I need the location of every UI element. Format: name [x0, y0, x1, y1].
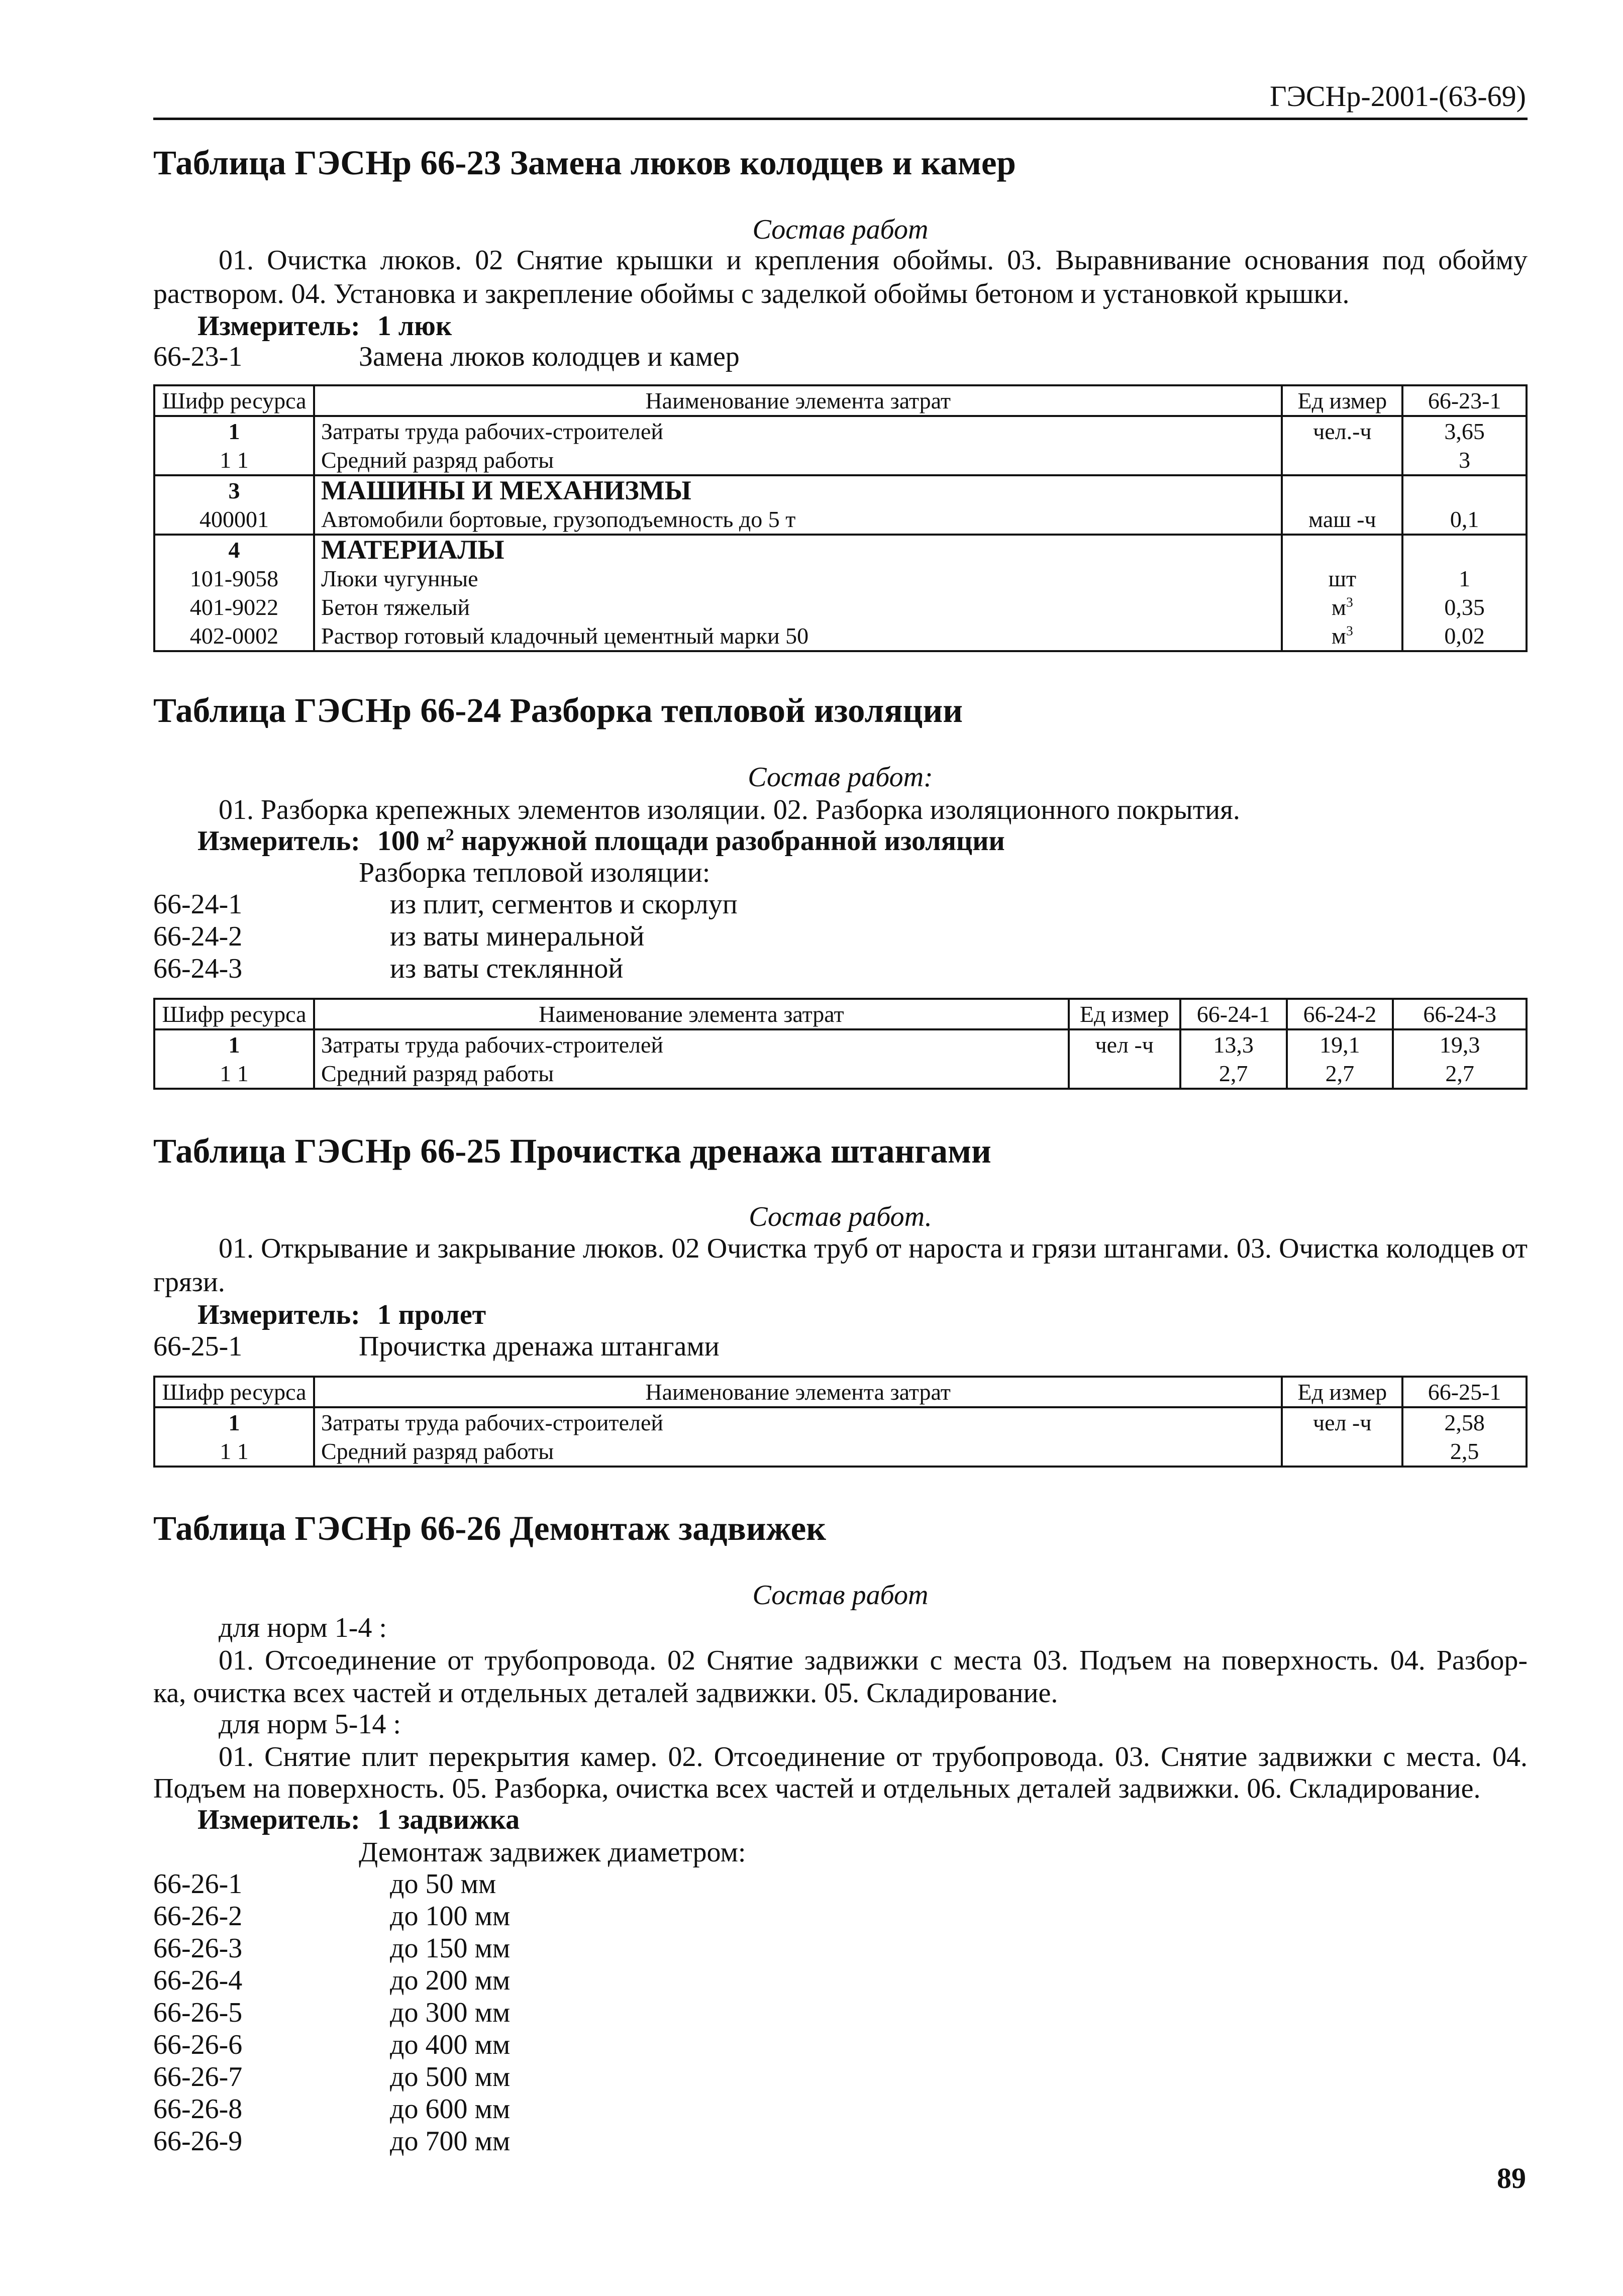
table-header-row: Шифр ресурса Наименование элемента затрат Ед измер 66-25-1 [154, 1377, 1527, 1407]
table-66-23-title: Таблица ГЭСНр 66-23 Замена люков колодцев и камер [153, 144, 1016, 182]
table-66-24 [153, 998, 1528, 1090]
norm-code: 66-26-3 [153, 1933, 243, 1964]
t24-meter: Измеритель: 100 $м^2$ наружной площади разобранной изоляции [197, 825, 1005, 857]
t24-sostav-title: Состав работ: [748, 762, 933, 793]
table-row: 1 Затраты труда рабочих-строителей чел -ч 13,3 19,1 19,3 [154, 1029, 1527, 1059]
t23-sostav-text: 01. Очистка люков. 02 Снятие крышки и крепления обоймы. 03. Выравнивание основания под обойму раствором. 04. Установка и закрепление обоймы с заделкой обоймы бетоном и установкой крышки. [153, 245, 1528, 309]
t26-text-1-4-line1: 01. Отсоединение от трубопровода. 02 Снятие задвижки с места 03. Подъем на поверхность. 04. Разбор- [219, 1645, 1528, 1676]
norm-code: 66-24-3 [153, 953, 243, 984]
t26-sostav-title: Состав работ [752, 1580, 929, 1611]
t24-sostav-text: 01. Разборка крепежных элементов изоляции. 02. Разборка изоляционного покрытия. [219, 794, 1240, 825]
norm-name: до 400 мм [390, 2029, 511, 2060]
norm-name: до 600 мм [390, 2094, 511, 2125]
norm-name: до 100 мм [390, 1901, 511, 1932]
norm-code: 66-26-4 [153, 1965, 243, 1996]
table-row: 401-9022 Бетон тяжелый $м^3$ 0,35 [154, 593, 1527, 621]
norm-code: 66-24-1 [153, 889, 243, 920]
norm-name: до 200 мм [390, 1965, 511, 1996]
norm-name: из ваты стеклянной [390, 953, 624, 984]
table-66-23 [153, 384, 1528, 652]
t25-norm-code: 66-25-1 [153, 1331, 243, 1362]
col-shifr: Шифр ресурса [154, 385, 314, 416]
t26-meter-value: 1 задвижка [377, 1804, 520, 1835]
norm-code: 66-26-8 [153, 2094, 243, 2125]
t26-text-1-4-line2: ка, очистка всех частей и отдельных деталей задвижки. 05. Складирование. [153, 1678, 1058, 1709]
norm-code: 66-26-9 [153, 2126, 243, 2157]
table-section-row: 3 МАШИНЫ И МЕХАНИЗМЫ [154, 475, 1527, 505]
norm-name: до 300 мм [390, 1997, 511, 2028]
norm-name: из ваты минеральной [390, 921, 645, 952]
norm-code: 66-24-2 [153, 921, 243, 952]
running-header: ГЭСНр-2001-(63-69) [1270, 80, 1526, 113]
t24-group-label: Разборка тепловой изоляции: [359, 857, 711, 888]
t25-meter-value: 1 пролет [377, 1299, 486, 1330]
norm-code: 66-26-5 [153, 1997, 243, 2028]
t23-norm-name: Замена люков колодцев и камер [359, 341, 740, 372]
t25-meter-label: Измеритель: [197, 1299, 360, 1330]
t23-meter-value: 1 люк [377, 310, 452, 342]
table-row: 400001 Автомобили бортовые, грузоподъемность до 5 т маш -ч 0,1 [154, 505, 1527, 535]
table-row: 101-9058 Люки чугунные шт 1 [154, 564, 1527, 593]
t23-norm-code: 66-23-1 [153, 341, 243, 372]
table-row: 1 1 Средний разряд работы 3 [154, 446, 1527, 475]
t26-for-1-4: для норм 1-4 : [219, 1612, 387, 1643]
norm-code: 66-26-1 [153, 1868, 243, 1900]
norm-code: 66-26-2 [153, 1901, 243, 1932]
t23-sostav-title: Состав работ [752, 214, 929, 245]
table-header-row [154, 385, 1527, 416]
table-66-25-title: Таблица ГЭСНр 66-25 Прочистка дренажа штангами [153, 1132, 991, 1170]
norm-name: до 500 мм [390, 2061, 511, 2093]
t25-sostav-text: 01. Открывание и закрывание люков. 02 Очистка труб от нароста и грязи штангами. 03. Очистка колодцев от грязи. [153, 1233, 1528, 1298]
t26-for-5-14: для норм 5-14 : [219, 1709, 401, 1740]
norm-name: до 700 мм [390, 2126, 511, 2157]
table-row: 402-0002 Раствор готовый кладочный цементный марки 50 $м^3$ 0,02 [154, 621, 1527, 651]
norm-name: до 50 мм [390, 1868, 496, 1900]
table-66-26-title: Таблица ГЭСНр 66-26 Демонтаж задвижек [153, 1509, 827, 1547]
norm-name: из плит, сегментов и скорлуп [390, 889, 738, 920]
t24-meter-label: Измеритель: [197, 825, 360, 857]
table-header-row: Шифр ресурса Наименование элемента затрат Ед измер 66-24-1 66-24-2 66-24-3 [154, 999, 1527, 1029]
col-norm: 66-23-1 [1402, 385, 1527, 416]
t26-group-label: Демонтаж задвижек диаметром: [359, 1837, 746, 1868]
col-name: Наименование элемента затрат [314, 385, 1282, 416]
t26-text-5-14-line2: Подъем на поверхность. 05. Разборка, очистка всех частей и отдельных деталей задвижки. 06. Складирование. [153, 1773, 1481, 1804]
t26-meter [197, 1804, 520, 1836]
table-section-row: 4 МАТЕРИАЛЫ [154, 535, 1527, 564]
table-66-24-title: Таблица ГЭСНр 66-24 Разборка тепловой изоляции [153, 691, 963, 729]
table-66-25 [153, 1376, 1528, 1468]
t26-meter-label: Измеритель: [197, 1804, 360, 1835]
t23-meter-label: Измеритель: [197, 310, 360, 342]
page-number: 89 [1497, 2162, 1526, 2195]
norm-code: 66-26-7 [153, 2061, 243, 2093]
t25-sostav-title: Состав работ. [749, 1201, 932, 1232]
t25-meter [197, 1299, 486, 1331]
header-rule [153, 118, 1528, 120]
table-row: 1 Затраты труда рабочих-строителей чел -ч 2,58 [154, 1407, 1527, 1437]
table-row: 1 1 Средний разряд работы 2,5 [154, 1437, 1527, 1467]
t23-meter [197, 310, 452, 342]
norm-code: 66-26-6 [153, 2029, 243, 2060]
t25-norm-name: Прочистка дренажа штангами [359, 1331, 720, 1362]
norm-name: до 150 мм [390, 1933, 511, 1964]
table-row: 1 Затраты труда рабочих-строителей чел.-ч 3,65 [154, 416, 1527, 446]
table-row: 1 1 Средний разряд работы 2,7 2,7 2,7 [154, 1059, 1527, 1089]
t26-text-5-14-line1: 01. Снятие плит перекрытия камер. 02. Отсоединение от трубопровода. 03. Снятие задвижки с места. 04. [219, 1741, 1528, 1772]
col-unit: Ед измер [1282, 385, 1402, 416]
